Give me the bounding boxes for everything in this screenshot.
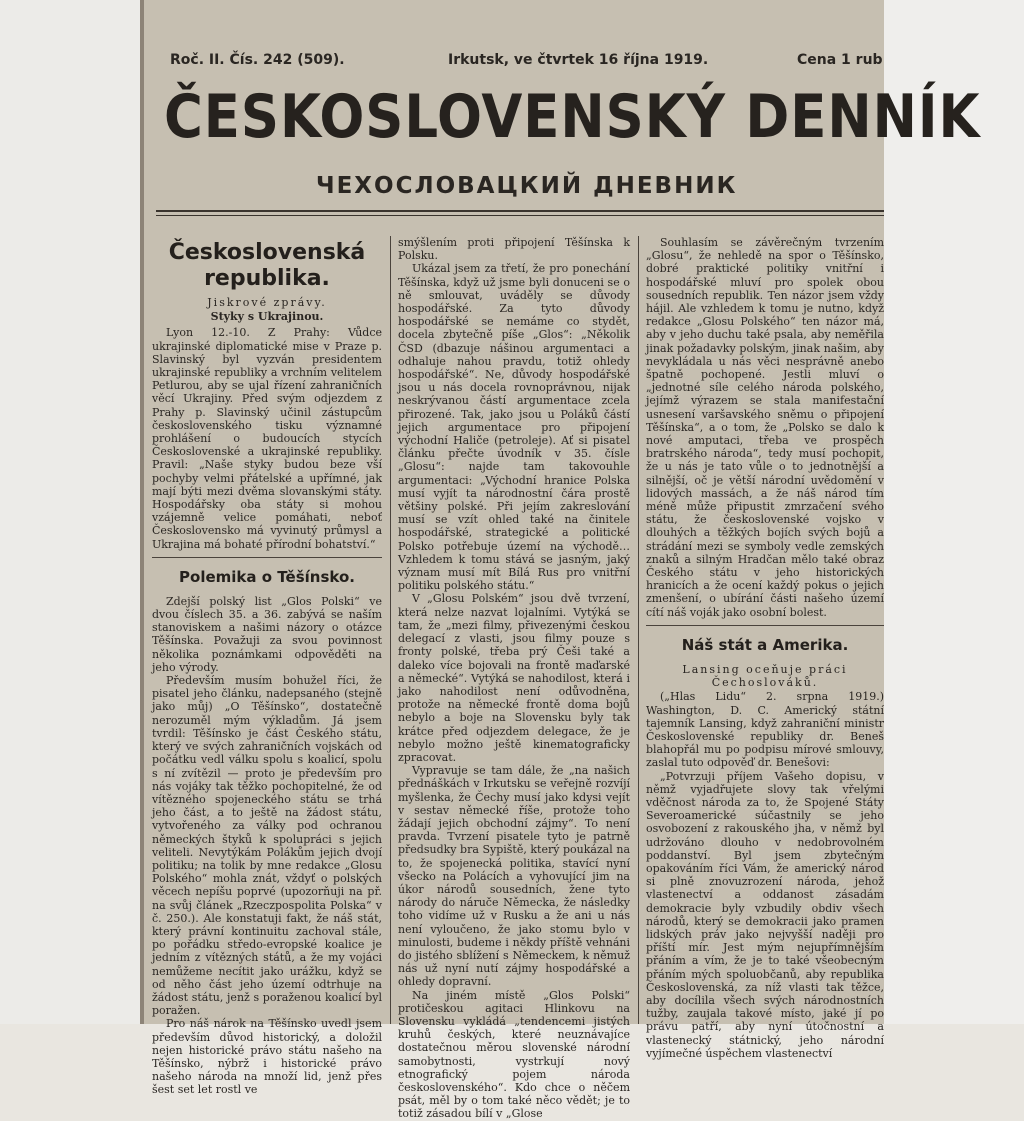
section-rule <box>152 557 382 558</box>
section-rule <box>646 625 884 626</box>
article-headline: Československá republika. <box>168 240 366 291</box>
article-subheading: Styky s Ukrajinou. <box>210 310 324 324</box>
masthead-title: ČESKOSLOVENSKÝ DENNÍK <box>164 82 981 152</box>
newspaper-page <box>140 0 981 1121</box>
article-kicker: Lansing oceňuje práci Čechoslováků. <box>682 662 848 690</box>
article-headline: Náš stát a Amerika. <box>681 635 849 654</box>
article-paragraph: Pro náš nárok na Těšínsko uvedl jsem především důvod historický, a doložil nejen historické právo státu našeho na Těšínsko, nýbrž i historické právo našeho národa na množí lid, jenž přes šest set let rostl ve <box>152 1017 382 1097</box>
article-paragraph: Především musím bohužel říci, že pisatel jeho článku, nadepsaného (stejně jako můj) „O Těšínsko“, dostatečně nerozuměl mým výkladům. Já jsem tvrdil: Těšínsko je část Českého státu, který ve svých zahraničních vojskách od počátku vedl válku spolu s koalicí, spolu s ní zvítězil — proto je především pro nás vojáky tak těžko pochopitelné, že od vítězného spojeneckého státu se trhá jeho část, a to ještě na žádost státu, vytvořeného za války pod ochranou německých štyků k spolupráci s jejich veliteli. Nevytýkám Polákům jejich dvojí politiku; na tolik by mne redakce „Glosu Polského“ mohla znát, vždyť o polských věcech nepíšu poprvé (upozorňuji na př. na svůj článek „Rzeczpospolita Polska“ v č. 250.). Ale konstatuji fakt, že náš stát, který právní kontinuitu zachoval stále, po pořádku středo-evropské koalice je jedním z vítězných států, a že my vojáci nemůžeme necítit jako urážku, když se od něho část jeho území odtrhuje na žádost státu, jenž s poraženou koalicí byl poražen. <box>152 674 382 1018</box>
column-divider <box>638 236 639 1024</box>
column-1 <box>152 236 382 1097</box>
article-paragraph: Na jiném místě „Glos Polski“ protičeskou agitaci Hlinkovu na Slovensku vykládá „tendencemi jistých kruhů českých, které neuznávajíce dostatečnou měrou slovenské národní samobytnosti, vystrkují nový etnografický pojem národa československého“. Kdo chce o něčem psát, měl by o tom také něco vědět; je to totiž zásadou bílí v „Glose <box>398 988 630 1121</box>
article-paragraph: V „Glosu Polském“ jsou dvě tvrzení, která nelze nazvat lojalními. Vytýká se tam, že „mezi filmy, přivezenými českou delegací z vlasti, jsou filmy pouze s fronty polské, třeba prý Češi také a daleko více bojovali na frontě maďarské a německé“. Vytýká se nahodilost, která i jako nahodilost není odůvodněna, protože na německé frontě doma bojů nebylo a boje na Slovensku byly tak krátce před odjezdem delegace, že je nebylo možno ještě kinematograficky zpracovat. <box>398 592 630 764</box>
article-paragraph: „Potvrzuji příjem Vašeho dopisu, v němž vyjadřujete slovy tak vřelými vděčnost národa za to, že Spojené Státy Severoamerické súčastnily se jeho osvobození z rakouského jha, v němž byl udržováno dlouho v nedobrovolném poddanství. Byl jsem zbytečným opakováním říci Vám, že americký národ si plně znovuzrození národa, jehož vlastenectví a oddanost zásadám demokracie byly vzbudily obdiv všech národů, který se demokracii jako pramen lidských práv jako nejvyšší naději pro příští mír. Jest mým nejupřímnějším přáním a vím, že je to také všeobecným přáním mých spoluobčanů, aby republika Československá, za níž vlasti tak těžce, aby docílila všech svých národnostních tužby, zaujala takové místo, jaké jí po právu patří, aby nyní útočnostní a vlastenecký státnický, jeho národní vyjímečné úspěchem vlastenectví <box>646 769 884 1060</box>
article-paragraph: Lyon 12.-10. Z Prahy: Vůdce ukrajinské diplomatické mise v Praze p. Slavinský byl vyzván presidentem ukrajinské republiky a vrchním velitelem Petlurou, aby se ujal řízení zahraničních věcí Ukrajiny. Před svým odjezdem z Prahy p. Slavinský učinil zástupcům československého tisku významné prohlášení o budoucích stycích Československé a ukrajinské republiky. Pravil: „Naše styky budou beze vší pochyby velmi přátelské a upřímné, jak mají býti mezi dvěma slovanskými státy. Hospodářsky oba státy si mohou vzájemně velice pomáhati, neboť Československo má vyvinutý průmysl a Ukrajina má bohaté přírodní bohatství.“ <box>152 326 382 551</box>
place-date: Irkutsk, ve čtvrtek 16 října 1919. <box>448 52 709 68</box>
page-edge <box>140 0 144 1024</box>
masthead-subtitle: ЧЕХОСЛОВАЦКИЙ ДНЕВНИК <box>316 173 738 199</box>
article-paragraph: Zdejší polský list „Glos Polski“ ve dvou číslech 35. a 36. zabývá se naším stanoviskem a našimi názory o otázce Těšínska. Považuji za svou povinnost několika poznámkami odpověděti na jeho výrody. <box>152 594 382 674</box>
price: Cena 1 rub <box>797 52 883 68</box>
article-paragraph: Ukázal jsem za třetí, že pro ponechání Těšínska, když už jsme byli donuceni se o ně smlouvat, uváděly se důvody hospodářské. Za tyto důvody hospodářské se nemáme co stydět, docela zbytečně píše „Glos“: „Několik ČSD (dbazuje nášinou argumentaci a odhaluje nahou pravdu, totiž ohledy hospodářské“. Ne, důvody hospodářské jsou u nás docela rovnoprávnou, nijak neskrývanou částí argumentace zcela přirozené. Tak, jako jsou u Poláků částí jejich argumentace pro připojení východní Haliče (petroleje). Ať si pisatel článku přečte úvodník v 35. čísle „Glosu“: najde tam takovouhle argumentaci: „Východní hranice Polska musí vyjít ta národnostní čára prostě většiny polské. Při jejím zakreslování musí se vzít ohled také na činitele hospodářské, strategické a politické Polsko potřebuje území na východě… Vzhledem k tomu stává se jasným, jaký význam musí mít Bílá Rus pro vnitřní politiku polského státu.“ <box>398 262 630 593</box>
column-2 <box>398 236 630 1121</box>
article-kicker: Jiskrové zprávy. <box>207 296 327 309</box>
scan-background-right <box>884 0 1024 1024</box>
article-headline: Polemika o Těšínsko. <box>179 567 355 586</box>
masthead-rule <box>156 210 884 212</box>
masthead-rule-thin <box>156 215 884 216</box>
column-3 <box>646 236 884 1060</box>
article-paragraph: („Hlas Lidu“ 2. srpna 1919.) Washington, D. C. Americký státní tajemník Lansing, když zahraniční ministr Československé republiky dr. Beneš blahopřál mu po podpisu mírové smlouvy, zaslal tuto odpověď dr. Benešovi: <box>646 690 884 770</box>
article-paragraph: smýšlením proti připojení Těšínska k Polsku. <box>398 236 630 263</box>
issue-number: Roč. II. Čís. 242 (509). <box>170 52 345 68</box>
scan-background-left <box>0 0 140 1024</box>
article-paragraph: Souhlasím se závěrečným tvrzením „Glosu“, že nehledě na spor o Těšínsko, dobré praktické politiky vnitřní i hospodářské mluví pro spolek obou sousedních republik. Ten názor jsem vždy hájil. Ale vzhledem k tomu je nutno, když redakce „Glosu Polského“ ten názor má, aby v jeho duchu také psala, aby neměřila jinak požadavky polským, jinak našim, aby nevykládala u nás věci nesprávně anebo špatně pochopené. Jestli mluví o „jednotné síle celého národa polského, jejímž výrazem se stala manifestační usnesení varšavského sněmu o připojení Těšínska“, a o tom, že „Polsko se dalo k nové amputaci, třeba ve prospěch bratrského národa“, tedy musí pochopit, že u nás je tato vůle o to jednotnější a silnější, oč je větší národní uvědomění v lidových massách, a že náš národ tím méně může připustit zmrzačení svého státu, že československé vojsko v dlouhých a těžkých bojích svých bojů a strádání mezi se symboly vedle zemských znaků a silným Hradčan mělo také obraz Českého státu v jeho historických hranicích a že ocení každý pokus o jejich zmenšení, o ubírání části našeho území cítí náš voják jako osobní bolest. <box>646 236 884 619</box>
column-divider <box>390 236 391 1024</box>
article-paragraph: Vypravuje se tam dále, že „na našich přednáškách v Irkutsku se veřejně rozvíjí myšlenka, že Čechy musí jako kdysi vejít v sestav německé říše, protože toho žádají jejich obchodní zájmy“. To není pravda. Tvrzení pisatele tyto je patrně předsudky bra Sypiště, který poukázal na to, že spojenecká politika, stavící nyní všecko na Polácích a vyhovující jim na úkor národů sousedních, žene tyto národy do náruče Německa, že následky toho vidíme už v Rusku a že ani u nás není vyloučeno, že jako stomu bylo v minulosti, budeme i někdy příště vehnáni do jistého sblížení s Německem, k němuž nás už nyní nutí zájmy hospodářské a ohledy dopravní. <box>398 764 630 989</box>
